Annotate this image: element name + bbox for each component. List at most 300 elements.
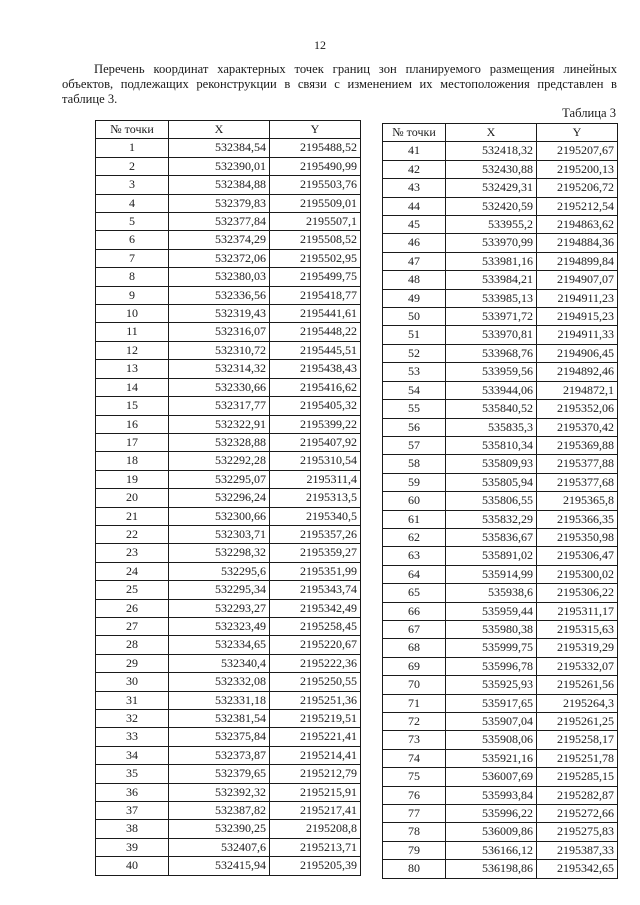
x-coordinate-cell: 532331,18 — [169, 691, 270, 709]
y-coordinate-cell: 2195311,4 — [270, 470, 361, 488]
point-number-cell: 13 — [96, 360, 169, 378]
x-coordinate-cell: 533985,13 — [446, 289, 537, 307]
x-coordinate-cell: 532328,88 — [169, 433, 270, 451]
y-coordinate-cell: 2194911,23 — [537, 289, 618, 307]
x-coordinate-cell: 535959,44 — [446, 602, 537, 620]
table-row — [383, 197, 618, 215]
table-row — [96, 710, 361, 728]
table-row — [383, 620, 618, 638]
x-coordinate-cell: 532336,56 — [169, 286, 270, 304]
y-coordinate-cell: 2194884,36 — [537, 234, 618, 252]
table-row — [383, 142, 618, 160]
point-number-cell: 48 — [383, 271, 446, 289]
table-row — [96, 857, 361, 875]
x-coordinate-cell: 532332,08 — [169, 673, 270, 691]
y-coordinate-cell: 2195418,77 — [270, 286, 361, 304]
point-number-cell: 17 — [96, 433, 169, 451]
x-coordinate-cell: 532330,66 — [169, 378, 270, 396]
table-row — [383, 252, 618, 270]
table-row — [383, 565, 618, 583]
y-coordinate-cell: 2195285,15 — [537, 768, 618, 786]
y-coordinate-cell: 2195213,71 — [270, 838, 361, 856]
point-number-cell: 53 — [383, 363, 446, 381]
x-coordinate-cell: 532317,77 — [169, 397, 270, 415]
point-number-cell: 44 — [383, 197, 446, 215]
y-coordinate-cell: 2195369,88 — [537, 436, 618, 454]
table-row — [96, 691, 361, 709]
x-coordinate-cell: 532372,06 — [169, 249, 270, 267]
y-coordinate-cell: 2194872,1 — [537, 381, 618, 399]
x-coordinate-cell: 532380,03 — [169, 268, 270, 286]
coordinates-table-left — [95, 120, 361, 876]
x-coordinate-cell: 533944,06 — [446, 381, 537, 399]
x-coordinate-cell: 535836,67 — [446, 528, 537, 546]
x-coordinate-cell: 535993,84 — [446, 786, 537, 804]
table-row — [383, 676, 618, 694]
x-coordinate-cell: 535925,93 — [446, 676, 537, 694]
y-coordinate-cell: 2195208,8 — [270, 820, 361, 838]
x-coordinate-cell: 535996,78 — [446, 657, 537, 675]
x-coordinate-cell: 532407,6 — [169, 838, 270, 856]
table-row — [383, 510, 618, 528]
point-number-cell: 16 — [96, 415, 169, 433]
point-number-cell: 26 — [96, 599, 169, 617]
x-coordinate-cell: 535907,04 — [446, 713, 537, 731]
x-coordinate-cell: 536166,12 — [446, 841, 537, 859]
point-number-cell: 6 — [96, 231, 169, 249]
header-point-number: № точки — [383, 124, 446, 142]
point-number-cell: 14 — [96, 378, 169, 396]
y-coordinate-cell: 2195377,68 — [537, 473, 618, 491]
point-number-cell: 80 — [383, 860, 446, 878]
header-y: Y — [537, 124, 618, 142]
point-number-cell: 61 — [383, 510, 446, 528]
point-number-cell: 41 — [383, 142, 446, 160]
x-coordinate-cell: 533981,16 — [446, 252, 537, 270]
y-coordinate-cell: 2194899,84 — [537, 252, 618, 270]
point-number-cell: 76 — [383, 786, 446, 804]
point-number-cell: 11 — [96, 323, 169, 341]
x-coordinate-cell: 532392,32 — [169, 783, 270, 801]
y-coordinate-cell: 2195313,5 — [270, 489, 361, 507]
table-row — [383, 436, 618, 454]
y-coordinate-cell: 2194907,07 — [537, 271, 618, 289]
table-row — [96, 489, 361, 507]
table-row — [96, 268, 361, 286]
point-number-cell: 10 — [96, 305, 169, 323]
y-coordinate-cell: 2195212,54 — [537, 197, 618, 215]
x-coordinate-cell: 532295,07 — [169, 470, 270, 488]
y-coordinate-cell: 2195343,74 — [270, 581, 361, 599]
x-coordinate-cell: 533959,56 — [446, 363, 537, 381]
x-coordinate-cell: 535806,55 — [446, 492, 537, 510]
y-coordinate-cell: 2195340,5 — [270, 507, 361, 525]
y-coordinate-cell: 2195499,75 — [270, 268, 361, 286]
point-number-cell: 1 — [96, 139, 169, 157]
point-number-cell: 27 — [96, 617, 169, 635]
table-row — [383, 584, 618, 602]
table-body-left — [96, 139, 361, 875]
y-coordinate-cell: 2194911,33 — [537, 326, 618, 344]
table-row — [96, 636, 361, 654]
point-number-cell: 7 — [96, 249, 169, 267]
point-number-cell: 51 — [383, 326, 446, 344]
x-coordinate-cell: 532314,32 — [169, 360, 270, 378]
point-number-cell: 70 — [383, 676, 446, 694]
x-coordinate-cell: 532377,84 — [169, 213, 270, 231]
x-coordinate-cell: 532381,54 — [169, 710, 270, 728]
point-number-cell: 73 — [383, 731, 446, 749]
point-number-cell: 68 — [383, 639, 446, 657]
point-number-cell: 42 — [383, 160, 446, 178]
point-number-cell: 60 — [383, 492, 446, 510]
y-coordinate-cell: 2195205,39 — [270, 857, 361, 875]
point-number-cell: 46 — [383, 234, 446, 252]
x-coordinate-cell: 535810,34 — [446, 436, 537, 454]
point-number-cell: 69 — [383, 657, 446, 675]
y-coordinate-cell: 2195503,76 — [270, 176, 361, 194]
point-number-cell: 72 — [383, 713, 446, 731]
y-coordinate-cell: 2194906,45 — [537, 344, 618, 362]
x-coordinate-cell: 535914,99 — [446, 565, 537, 583]
table-row — [383, 363, 618, 381]
point-number-cell: 75 — [383, 768, 446, 786]
x-coordinate-cell: 532430,88 — [446, 160, 537, 178]
x-coordinate-cell: 536007,69 — [446, 768, 537, 786]
point-number-cell: 2 — [96, 157, 169, 175]
y-coordinate-cell: 2195507,1 — [270, 213, 361, 231]
x-coordinate-cell: 532379,65 — [169, 765, 270, 783]
table-row — [383, 547, 618, 565]
x-coordinate-cell: 536198,86 — [446, 860, 537, 878]
x-coordinate-cell: 535999,75 — [446, 639, 537, 657]
x-coordinate-cell: 532390,01 — [169, 157, 270, 175]
table-row — [383, 786, 618, 804]
y-coordinate-cell: 2195441,61 — [270, 305, 361, 323]
point-number-cell: 20 — [96, 489, 169, 507]
x-coordinate-cell: 532323,49 — [169, 617, 270, 635]
y-coordinate-cell: 2195508,52 — [270, 231, 361, 249]
x-coordinate-cell: 532374,29 — [169, 231, 270, 249]
point-number-cell: 79 — [383, 841, 446, 859]
x-coordinate-cell: 532300,66 — [169, 507, 270, 525]
x-coordinate-cell: 532387,82 — [169, 802, 270, 820]
point-number-cell: 77 — [383, 805, 446, 823]
y-coordinate-cell: 2195264,3 — [537, 694, 618, 712]
point-number-cell: 32 — [96, 710, 169, 728]
y-coordinate-cell: 2195207,67 — [537, 142, 618, 160]
y-coordinate-cell: 2195221,41 — [270, 728, 361, 746]
x-coordinate-cell: 532379,83 — [169, 194, 270, 212]
point-number-cell: 15 — [96, 397, 169, 415]
y-coordinate-cell: 2195310,54 — [270, 452, 361, 470]
x-coordinate-cell: 532334,65 — [169, 636, 270, 654]
x-coordinate-cell: 533955,2 — [446, 216, 537, 234]
y-coordinate-cell: 2195319,29 — [537, 639, 618, 657]
y-coordinate-cell: 2195370,42 — [537, 418, 618, 436]
table-row — [96, 765, 361, 783]
table-row — [383, 768, 618, 786]
table-row — [96, 728, 361, 746]
y-coordinate-cell: 2195214,41 — [270, 746, 361, 764]
y-coordinate-cell: 2195250,55 — [270, 673, 361, 691]
table-row — [383, 528, 618, 546]
table-row — [96, 213, 361, 231]
point-number-cell: 22 — [96, 525, 169, 543]
x-coordinate-cell: 535938,6 — [446, 584, 537, 602]
y-coordinate-cell: 2195399,22 — [270, 415, 361, 433]
y-coordinate-cell: 2195212,79 — [270, 765, 361, 783]
point-number-cell: 18 — [96, 452, 169, 470]
x-coordinate-cell: 532319,43 — [169, 305, 270, 323]
table-row — [383, 749, 618, 767]
y-coordinate-cell: 2195311,17 — [537, 602, 618, 620]
x-coordinate-cell: 533968,76 — [446, 344, 537, 362]
point-number-cell: 29 — [96, 654, 169, 672]
point-number-cell: 57 — [383, 436, 446, 454]
point-number-cell: 62 — [383, 528, 446, 546]
y-coordinate-cell: 2195258,45 — [270, 617, 361, 635]
y-coordinate-cell: 2195365,8 — [537, 492, 618, 510]
point-number-cell: 50 — [383, 308, 446, 326]
table-row — [383, 179, 618, 197]
x-coordinate-cell: 532375,84 — [169, 728, 270, 746]
x-coordinate-cell: 532295,6 — [169, 562, 270, 580]
table-row — [383, 400, 618, 418]
y-coordinate-cell: 2195220,67 — [270, 636, 361, 654]
table-row — [383, 492, 618, 510]
y-coordinate-cell: 2195350,98 — [537, 528, 618, 546]
table-row — [96, 746, 361, 764]
y-coordinate-cell: 2195306,22 — [537, 584, 618, 602]
table-row — [383, 234, 618, 252]
y-coordinate-cell: 2195342,49 — [270, 599, 361, 617]
table-row — [96, 231, 361, 249]
x-coordinate-cell: 535917,65 — [446, 694, 537, 712]
table-row — [96, 139, 361, 157]
point-number-cell: 66 — [383, 602, 446, 620]
x-coordinate-cell: 532384,54 — [169, 139, 270, 157]
point-number-cell: 54 — [383, 381, 446, 399]
y-coordinate-cell: 2195509,01 — [270, 194, 361, 212]
intro-paragraph: Перечень координат характерных точек границ зон планируемого размещения линейных объектов, подлежащих реконструкции в связи с изменением их местоположения представлен в таблице 3. — [62, 62, 617, 106]
y-coordinate-cell: 2195377,88 — [537, 455, 618, 473]
table-row — [96, 433, 361, 451]
x-coordinate-cell: 535835,3 — [446, 418, 537, 436]
point-number-cell: 30 — [96, 673, 169, 691]
y-coordinate-cell: 2195387,33 — [537, 841, 618, 859]
x-coordinate-cell: 533984,21 — [446, 271, 537, 289]
y-coordinate-cell: 2195445,51 — [270, 341, 361, 359]
y-coordinate-cell: 2195359,27 — [270, 544, 361, 562]
y-coordinate-cell: 2195200,13 — [537, 160, 618, 178]
table-row — [383, 657, 618, 675]
point-number-cell: 67 — [383, 620, 446, 638]
y-coordinate-cell: 2195251,36 — [270, 691, 361, 709]
table-row — [383, 602, 618, 620]
table-row — [96, 323, 361, 341]
y-coordinate-cell: 2195502,95 — [270, 249, 361, 267]
y-coordinate-cell: 2195217,41 — [270, 802, 361, 820]
table-row — [383, 731, 618, 749]
coordinates-table-right — [382, 123, 618, 879]
x-coordinate-cell: 535891,02 — [446, 547, 537, 565]
point-number-cell: 3 — [96, 176, 169, 194]
x-coordinate-cell: 532316,07 — [169, 323, 270, 341]
point-number-cell: 78 — [383, 823, 446, 841]
point-number-cell: 45 — [383, 216, 446, 234]
table-row — [96, 157, 361, 175]
y-coordinate-cell: 2195438,43 — [270, 360, 361, 378]
table-row — [383, 805, 618, 823]
y-coordinate-cell: 2195251,78 — [537, 749, 618, 767]
table-row — [96, 599, 361, 617]
x-coordinate-cell: 535840,52 — [446, 400, 537, 418]
table-row — [383, 694, 618, 712]
x-coordinate-cell: 533970,99 — [446, 234, 537, 252]
y-coordinate-cell: 2195357,26 — [270, 525, 361, 543]
y-coordinate-cell: 2195448,22 — [270, 323, 361, 341]
point-number-cell: 38 — [96, 820, 169, 838]
x-coordinate-cell: 532292,28 — [169, 452, 270, 470]
point-number-cell: 64 — [383, 565, 446, 583]
table-header-row — [383, 124, 618, 142]
point-number-cell: 35 — [96, 765, 169, 783]
table-row — [96, 415, 361, 433]
table-row — [96, 378, 361, 396]
table-row — [383, 271, 618, 289]
y-coordinate-cell: 2194915,23 — [537, 308, 618, 326]
point-number-cell: 71 — [383, 694, 446, 712]
point-number-cell: 56 — [383, 418, 446, 436]
table-row — [383, 160, 618, 178]
table-caption: Таблица 3 — [562, 106, 616, 120]
point-number-cell: 37 — [96, 802, 169, 820]
table-row — [96, 562, 361, 580]
table-row — [96, 470, 361, 488]
y-coordinate-cell: 2195275,83 — [537, 823, 618, 841]
table-row — [96, 305, 361, 323]
y-coordinate-cell: 2195258,17 — [537, 731, 618, 749]
table-row — [383, 823, 618, 841]
table-row — [96, 838, 361, 856]
table-row — [96, 507, 361, 525]
table-row — [96, 194, 361, 212]
x-coordinate-cell: 532340,4 — [169, 654, 270, 672]
table-row — [383, 455, 618, 473]
x-coordinate-cell: 532296,24 — [169, 489, 270, 507]
x-coordinate-cell: 533970,81 — [446, 326, 537, 344]
x-coordinate-cell: 532298,32 — [169, 544, 270, 562]
table-row — [96, 452, 361, 470]
table-row — [383, 344, 618, 362]
point-number-cell: 52 — [383, 344, 446, 362]
x-coordinate-cell: 532415,94 — [169, 857, 270, 875]
y-coordinate-cell: 2194863,62 — [537, 216, 618, 234]
x-coordinate-cell: 532418,32 — [446, 142, 537, 160]
y-coordinate-cell: 2195490,99 — [270, 157, 361, 175]
point-number-cell: 23 — [96, 544, 169, 562]
header-x: X — [169, 121, 270, 139]
table-row — [96, 581, 361, 599]
point-number-cell: 33 — [96, 728, 169, 746]
y-coordinate-cell: 2195405,32 — [270, 397, 361, 415]
x-coordinate-cell: 535809,93 — [446, 455, 537, 473]
y-coordinate-cell: 2195366,35 — [537, 510, 618, 528]
table-row — [383, 713, 618, 731]
point-number-cell: 21 — [96, 507, 169, 525]
point-number-cell: 19 — [96, 470, 169, 488]
table-body-right — [383, 142, 618, 878]
table-row — [383, 216, 618, 234]
table-row — [96, 176, 361, 194]
table-row — [96, 286, 361, 304]
point-number-cell: 74 — [383, 749, 446, 767]
y-coordinate-cell: 2195342,65 — [537, 860, 618, 878]
y-coordinate-cell: 2195272,66 — [537, 805, 618, 823]
y-coordinate-cell: 2195300,02 — [537, 565, 618, 583]
y-coordinate-cell: 2194892,46 — [537, 363, 618, 381]
point-number-cell: 4 — [96, 194, 169, 212]
point-number-cell: 36 — [96, 783, 169, 801]
table-row — [96, 525, 361, 543]
point-number-cell: 47 — [383, 252, 446, 270]
y-coordinate-cell: 2195306,47 — [537, 547, 618, 565]
table-row — [96, 673, 361, 691]
point-number-cell: 25 — [96, 581, 169, 599]
table-row — [96, 654, 361, 672]
x-coordinate-cell: 533971,72 — [446, 308, 537, 326]
point-number-cell: 39 — [96, 838, 169, 856]
x-coordinate-cell: 532429,31 — [446, 179, 537, 197]
x-coordinate-cell: 535908,06 — [446, 731, 537, 749]
table-row — [383, 639, 618, 657]
x-coordinate-cell: 532420,59 — [446, 197, 537, 215]
x-coordinate-cell: 535996,22 — [446, 805, 537, 823]
point-number-cell: 49 — [383, 289, 446, 307]
table-row — [96, 802, 361, 820]
x-coordinate-cell: 535832,29 — [446, 510, 537, 528]
point-number-cell: 55 — [383, 400, 446, 418]
table-row — [383, 473, 618, 491]
x-coordinate-cell: 535921,16 — [446, 749, 537, 767]
table-row — [383, 841, 618, 859]
point-number-cell: 40 — [96, 857, 169, 875]
point-number-cell: 12 — [96, 341, 169, 359]
point-number-cell: 63 — [383, 547, 446, 565]
x-coordinate-cell: 532293,27 — [169, 599, 270, 617]
header-y: Y — [270, 121, 361, 139]
x-coordinate-cell: 532303,71 — [169, 525, 270, 543]
table-row — [96, 544, 361, 562]
y-coordinate-cell: 2195282,87 — [537, 786, 618, 804]
x-coordinate-cell: 532384,88 — [169, 176, 270, 194]
table-row — [383, 381, 618, 399]
point-number-cell: 58 — [383, 455, 446, 473]
table-row — [96, 820, 361, 838]
x-coordinate-cell: 535805,94 — [446, 473, 537, 491]
table-header-row — [96, 121, 361, 139]
header-point-number: № точки — [96, 121, 169, 139]
header-x: X — [446, 124, 537, 142]
y-coordinate-cell: 2195315,63 — [537, 620, 618, 638]
y-coordinate-cell: 2195206,72 — [537, 179, 618, 197]
y-coordinate-cell: 2195416,62 — [270, 378, 361, 396]
page-number: 12 — [314, 38, 326, 52]
x-coordinate-cell: 536009,86 — [446, 823, 537, 841]
y-coordinate-cell: 2195261,25 — [537, 713, 618, 731]
x-coordinate-cell: 532310,72 — [169, 341, 270, 359]
